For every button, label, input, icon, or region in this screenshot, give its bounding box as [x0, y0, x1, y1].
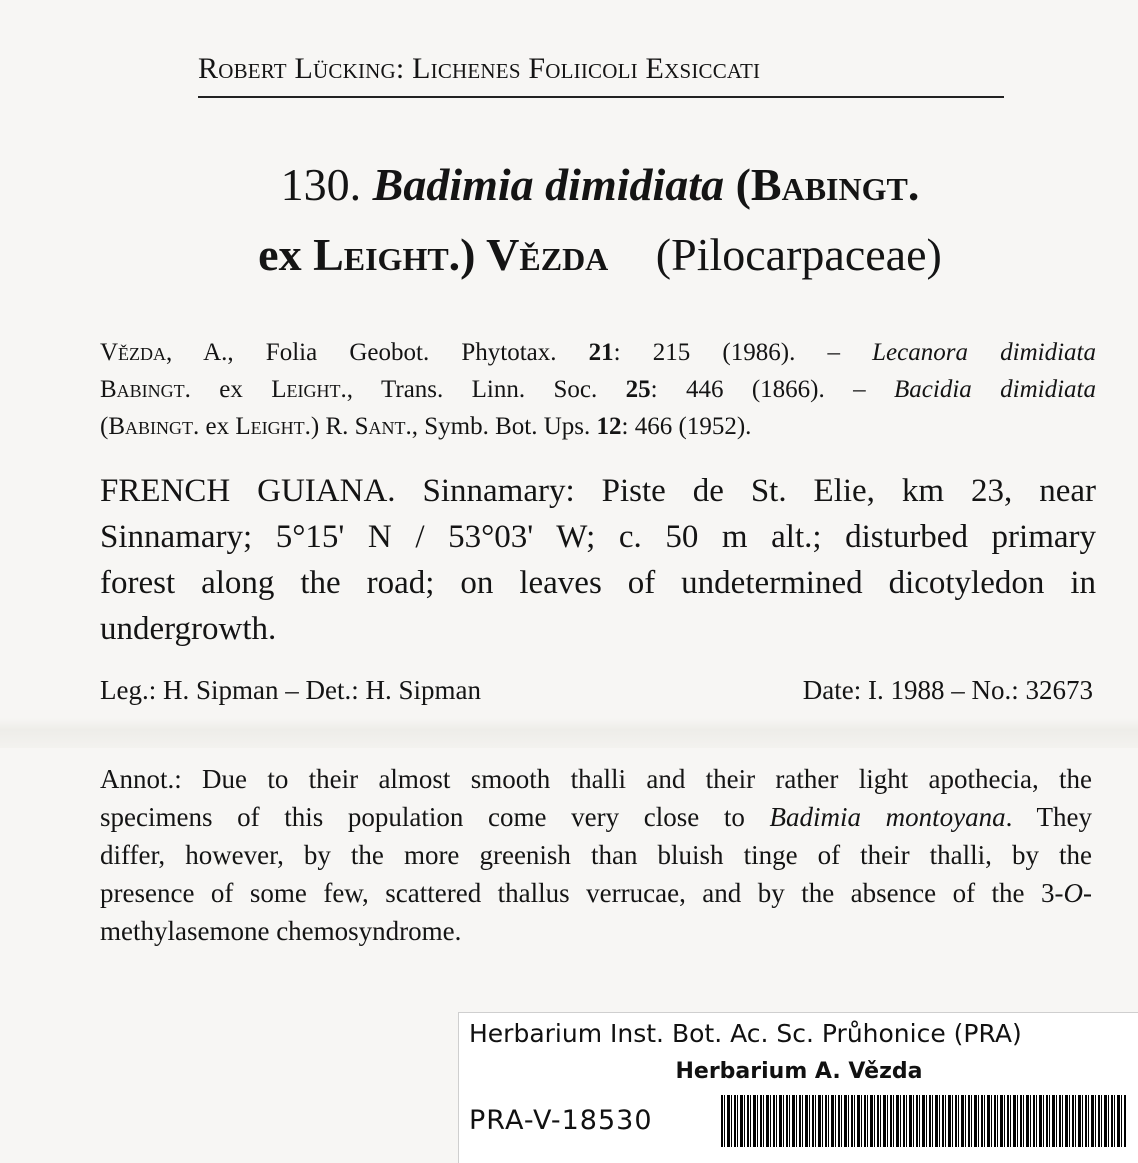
herbarium-label: [458, 1012, 1138, 1163]
reference-line: (Babingt. ex Leight.) R. Sant., Symb. Bot. Ups. 12: 466 (1952).: [100, 413, 752, 440]
reference-line: Babingt. ex Leight., Trans. Linn. Soc. 25: 446 (1866). – Bacidia dimidiata: [100, 376, 1096, 403]
locality-line: Sinnamary; 5°15' N / 53°03' W; c. 50 m alt.; disturbed primary: [100, 519, 1096, 555]
exsiccata-number: 130.: [280, 159, 362, 210]
annotation: [100, 760, 1092, 950]
annotation-line: Annot.: Due to their almost smooth thalli and their rather light apothecia, the: [100, 764, 1092, 794]
species-author: (Babingt.: [735, 159, 920, 210]
herbarium-institution: Herbarium Inst. Bot. Ac. Sc. Průhonice (PRA): [469, 1019, 1022, 1048]
specimen-id: PRA-V-18530: [469, 1105, 653, 1136]
paper-fold: [0, 718, 1138, 748]
herbarium-collection: Herbarium A. Vězda: [675, 1059, 923, 1084]
locality-description: [100, 468, 1096, 652]
collector-determiner: Leg.: H. Sipman – Det.: H. Sipman: [100, 675, 481, 705]
locality-line: forest along the road; on leaves of undetermined dicotyledon in: [100, 565, 1096, 601]
locality-line: undergrowth.: [100, 611, 277, 647]
species-author-cont: Leight.) Vězda: [313, 229, 609, 280]
annotation-line: specimens of this population come very close to Badimia montoyana. They: [100, 802, 1092, 832]
barcode: [721, 1095, 1126, 1147]
author-ex: ex: [258, 229, 302, 280]
references: [100, 334, 1096, 445]
synonym: Bacidia dimidiata: [894, 376, 1096, 403]
annotation-line: methylasemone chemosyndrome.: [100, 916, 462, 946]
series-title: Robert Lücking: Lichenes Foliicoli Exsiccati: [198, 52, 761, 85]
locality-line: FRENCH GUIANA. Sinnamary: Piste de St. Elie, km 23, near: [100, 473, 1096, 509]
reference-line: Vězda, A., Folia Geobot. Phytotax. 21: 215 (1986). – Lecanora dimidiata: [100, 339, 1096, 366]
annotation-line: differ, however, by the more greenish than bluish tinge of their thalli, by the: [100, 840, 1092, 870]
species-title-line-1: [150, 158, 1050, 211]
series-underline: [198, 96, 1004, 98]
annotation-line: presence of some few, scattered thallus verrucae, and by the absence of the 3-O-: [100, 878, 1092, 908]
species-name: Badimia dimidiata: [372, 159, 725, 210]
species-title-line-2: [150, 228, 1050, 281]
family-name: (Pilocarpaceae): [655, 229, 942, 280]
synonym: Lecanora dimidiata: [872, 339, 1096, 366]
date-and-number: Date: I. 1988 – No.: 32673: [802, 675, 1093, 705]
